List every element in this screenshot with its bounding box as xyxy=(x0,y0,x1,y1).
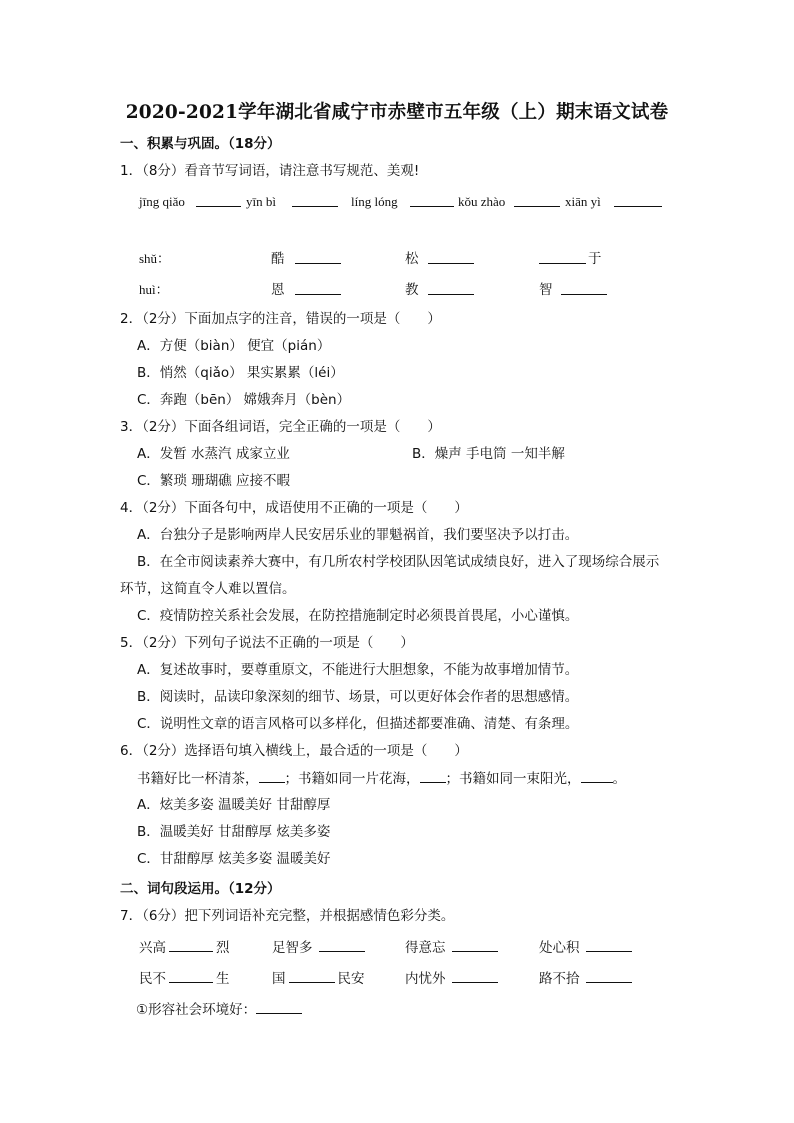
q7-sub-1-label: ①形容社会环境好： xyxy=(136,1002,257,1018)
idiom-part: 生 xyxy=(216,971,230,987)
q3-option-c[interactable]: C．繁琐 珊瑚礁 应接不暇 xyxy=(137,473,291,489)
idiom-8 xyxy=(539,969,632,988)
pinyin-4: kǒu zhào xyxy=(458,194,506,209)
answer-blank[interactable] xyxy=(428,250,474,269)
answer-blank[interactable] xyxy=(256,1000,302,1014)
pinyin-3: líng lóng xyxy=(351,194,398,209)
answer-blank[interactable] xyxy=(292,193,338,212)
answer-blank[interactable] xyxy=(295,281,341,300)
idiom-2 xyxy=(272,938,365,957)
q3-option-a[interactable]: A．发暂 水蒸汽 成家立业 xyxy=(137,446,290,462)
answer-blank[interactable] xyxy=(428,281,474,300)
shu-item-3: 于 xyxy=(588,251,602,267)
q4-option-c[interactable]: C．疫情防控关系社会发展，在防控措施制定时必须畏首畏尾，小心谨慎。 xyxy=(137,608,579,624)
answer-blank[interactable] xyxy=(420,769,446,783)
q1-hui-row xyxy=(0,281,794,301)
hui-item-3: 智 xyxy=(539,282,553,298)
section-1-heading: 一、积累与巩固。（18分） xyxy=(120,136,281,152)
page-title: 2020-2021学年湖北省咸宁市赤壁市五年级（上）期末语文试卷 xyxy=(125,102,669,123)
idiom-3 xyxy=(405,938,498,957)
answer-blank[interactable] xyxy=(169,938,213,952)
section-2-heading: 二、词句段运用。（12分） xyxy=(120,881,281,897)
hui-item-2: 教 xyxy=(405,282,419,298)
q7-stem: 7．（6分）把下列词语补充完整，并根据感情色彩分类。 xyxy=(120,908,455,924)
hui-item-1: 恩 xyxy=(271,282,285,298)
answer-blank[interactable] xyxy=(586,969,632,983)
shu-item-1: 酷 xyxy=(271,251,285,267)
idiom-7 xyxy=(405,969,498,988)
q4-option-b[interactable]: B．在全市阅读素养大赛中，有几所农村学校团队因笔试成绩良好，进入了现场综合展示 xyxy=(137,554,660,570)
answer-blank[interactable] xyxy=(259,769,285,783)
idiom-5 xyxy=(139,969,230,988)
answer-blank[interactable] xyxy=(586,938,632,952)
answer-blank[interactable] xyxy=(295,250,341,269)
q5-option-a[interactable]: A．复述故事时，要尊重原文，不能进行大胆想象，不能为故事增加情节。 xyxy=(137,662,579,678)
q6-sentence xyxy=(137,769,626,788)
shu-item-2: 松 xyxy=(405,251,419,267)
q1-shu-row xyxy=(0,250,794,270)
answer-blank[interactable] xyxy=(410,193,454,212)
q6-sentence-part-4: 。 xyxy=(612,771,626,787)
idiom-6 xyxy=(272,969,365,988)
pinyin-1: jīng qiǎo xyxy=(139,194,185,209)
idiom-part: 处心积 xyxy=(539,940,580,956)
q7-sub-1 xyxy=(136,1000,302,1019)
q6-option-a[interactable]: A．炫美多姿 温暖美好 甘甜醇厚 xyxy=(137,797,331,813)
q3-option-b[interactable]: B．燥声 手电筒 一知半解 xyxy=(412,446,565,462)
q7-row-1 xyxy=(0,938,794,958)
idiom-part: 兴高 xyxy=(139,940,166,956)
q6-stem: 6．（2分）选择语句填入横线上，最合适的一项是（ ） xyxy=(120,743,468,759)
answer-blank[interactable] xyxy=(452,938,498,952)
answer-blank[interactable] xyxy=(614,193,662,212)
shu-label: shǔ： xyxy=(139,251,171,266)
q5-stem: 5．（2分）下列句子说法不正确的一项是（ ） xyxy=(120,635,414,651)
q6-option-c[interactable]: C．甘甜醇厚 炫美多姿 温暖美好 xyxy=(137,851,331,867)
q6-option-b[interactable]: B．温暖美好 甘甜醇厚 炫美多姿 xyxy=(137,824,331,840)
q6-sentence-part-3: ；书籍如同一束阳光， xyxy=(445,771,581,787)
idiom-1 xyxy=(139,938,230,957)
idiom-4 xyxy=(539,938,632,957)
hui-label: huì： xyxy=(139,282,169,297)
q4-option-a[interactable]: A．台独分子是影响两岸人民安居乐业的罪魁祸首，我们要坚决予以打击。 xyxy=(137,527,579,543)
answer-blank[interactable] xyxy=(319,938,365,952)
idiom-part: 国 xyxy=(272,971,286,987)
q3-stem: 3．（2分）下面各组词语，完全正确的一项是（ ） xyxy=(120,419,441,435)
idiom-part: 内忧外 xyxy=(405,971,446,987)
idiom-part: 得意忘 xyxy=(405,940,446,956)
answer-blank[interactable] xyxy=(514,193,560,212)
answer-blank[interactable] xyxy=(561,281,607,300)
idiom-part: 烈 xyxy=(216,940,230,956)
idiom-part: 民安 xyxy=(337,971,365,987)
q2-option-b[interactable]: B．悄然（qiǎo） 果实累累（léi） xyxy=(137,365,344,381)
pinyin-5: xiān yì xyxy=(565,194,601,209)
q6-sentence-part-2: ；书籍如同一片花海， xyxy=(284,771,420,787)
q4-option-b-cont: 环节，这简直令人难以置信。 xyxy=(120,581,296,597)
idiom-part: 民不 xyxy=(139,971,166,987)
q4-stem: 4．（2分）下面各句中，成语使用不正确的一项是（ ） xyxy=(120,500,468,516)
q5-option-c[interactable]: C．说明性文章的语言风格可以多样化，但描述都要准确、清楚、有条理。 xyxy=(137,716,579,732)
answer-blank[interactable] xyxy=(289,969,335,983)
q1-pinyin-row xyxy=(0,193,794,213)
pinyin-2: yīn bì xyxy=(246,194,276,209)
q2-stem: 2．（2分）下面加点字的注音，错误的一项是（ ） xyxy=(120,311,441,327)
q6-sentence-part-1: 书籍好比一杯清茶， xyxy=(137,771,259,787)
q2-option-c[interactable]: C．奔跑（bēn） 嫦娥奔月（bèn） xyxy=(137,392,351,408)
answer-blank[interactable] xyxy=(581,769,613,783)
answer-blank[interactable] xyxy=(452,969,498,983)
q2-option-a[interactable]: A．方便（biàn） 便宜（pián） xyxy=(137,338,331,354)
answer-blank[interactable] xyxy=(196,193,241,212)
answer-blank[interactable] xyxy=(539,250,586,269)
q5-option-b[interactable]: B．阅读时，品读印象深刻的细节、场景，可以更好体会作者的思想感情。 xyxy=(137,689,579,705)
idiom-part: 路不拾 xyxy=(539,971,580,987)
answer-blank[interactable] xyxy=(169,969,213,983)
q1-stem: 1．（8分）看音节写词语，请注意书写规范、美观! xyxy=(120,163,420,179)
q7-row-2 xyxy=(0,969,794,989)
idiom-part: 足智多 xyxy=(272,940,313,956)
